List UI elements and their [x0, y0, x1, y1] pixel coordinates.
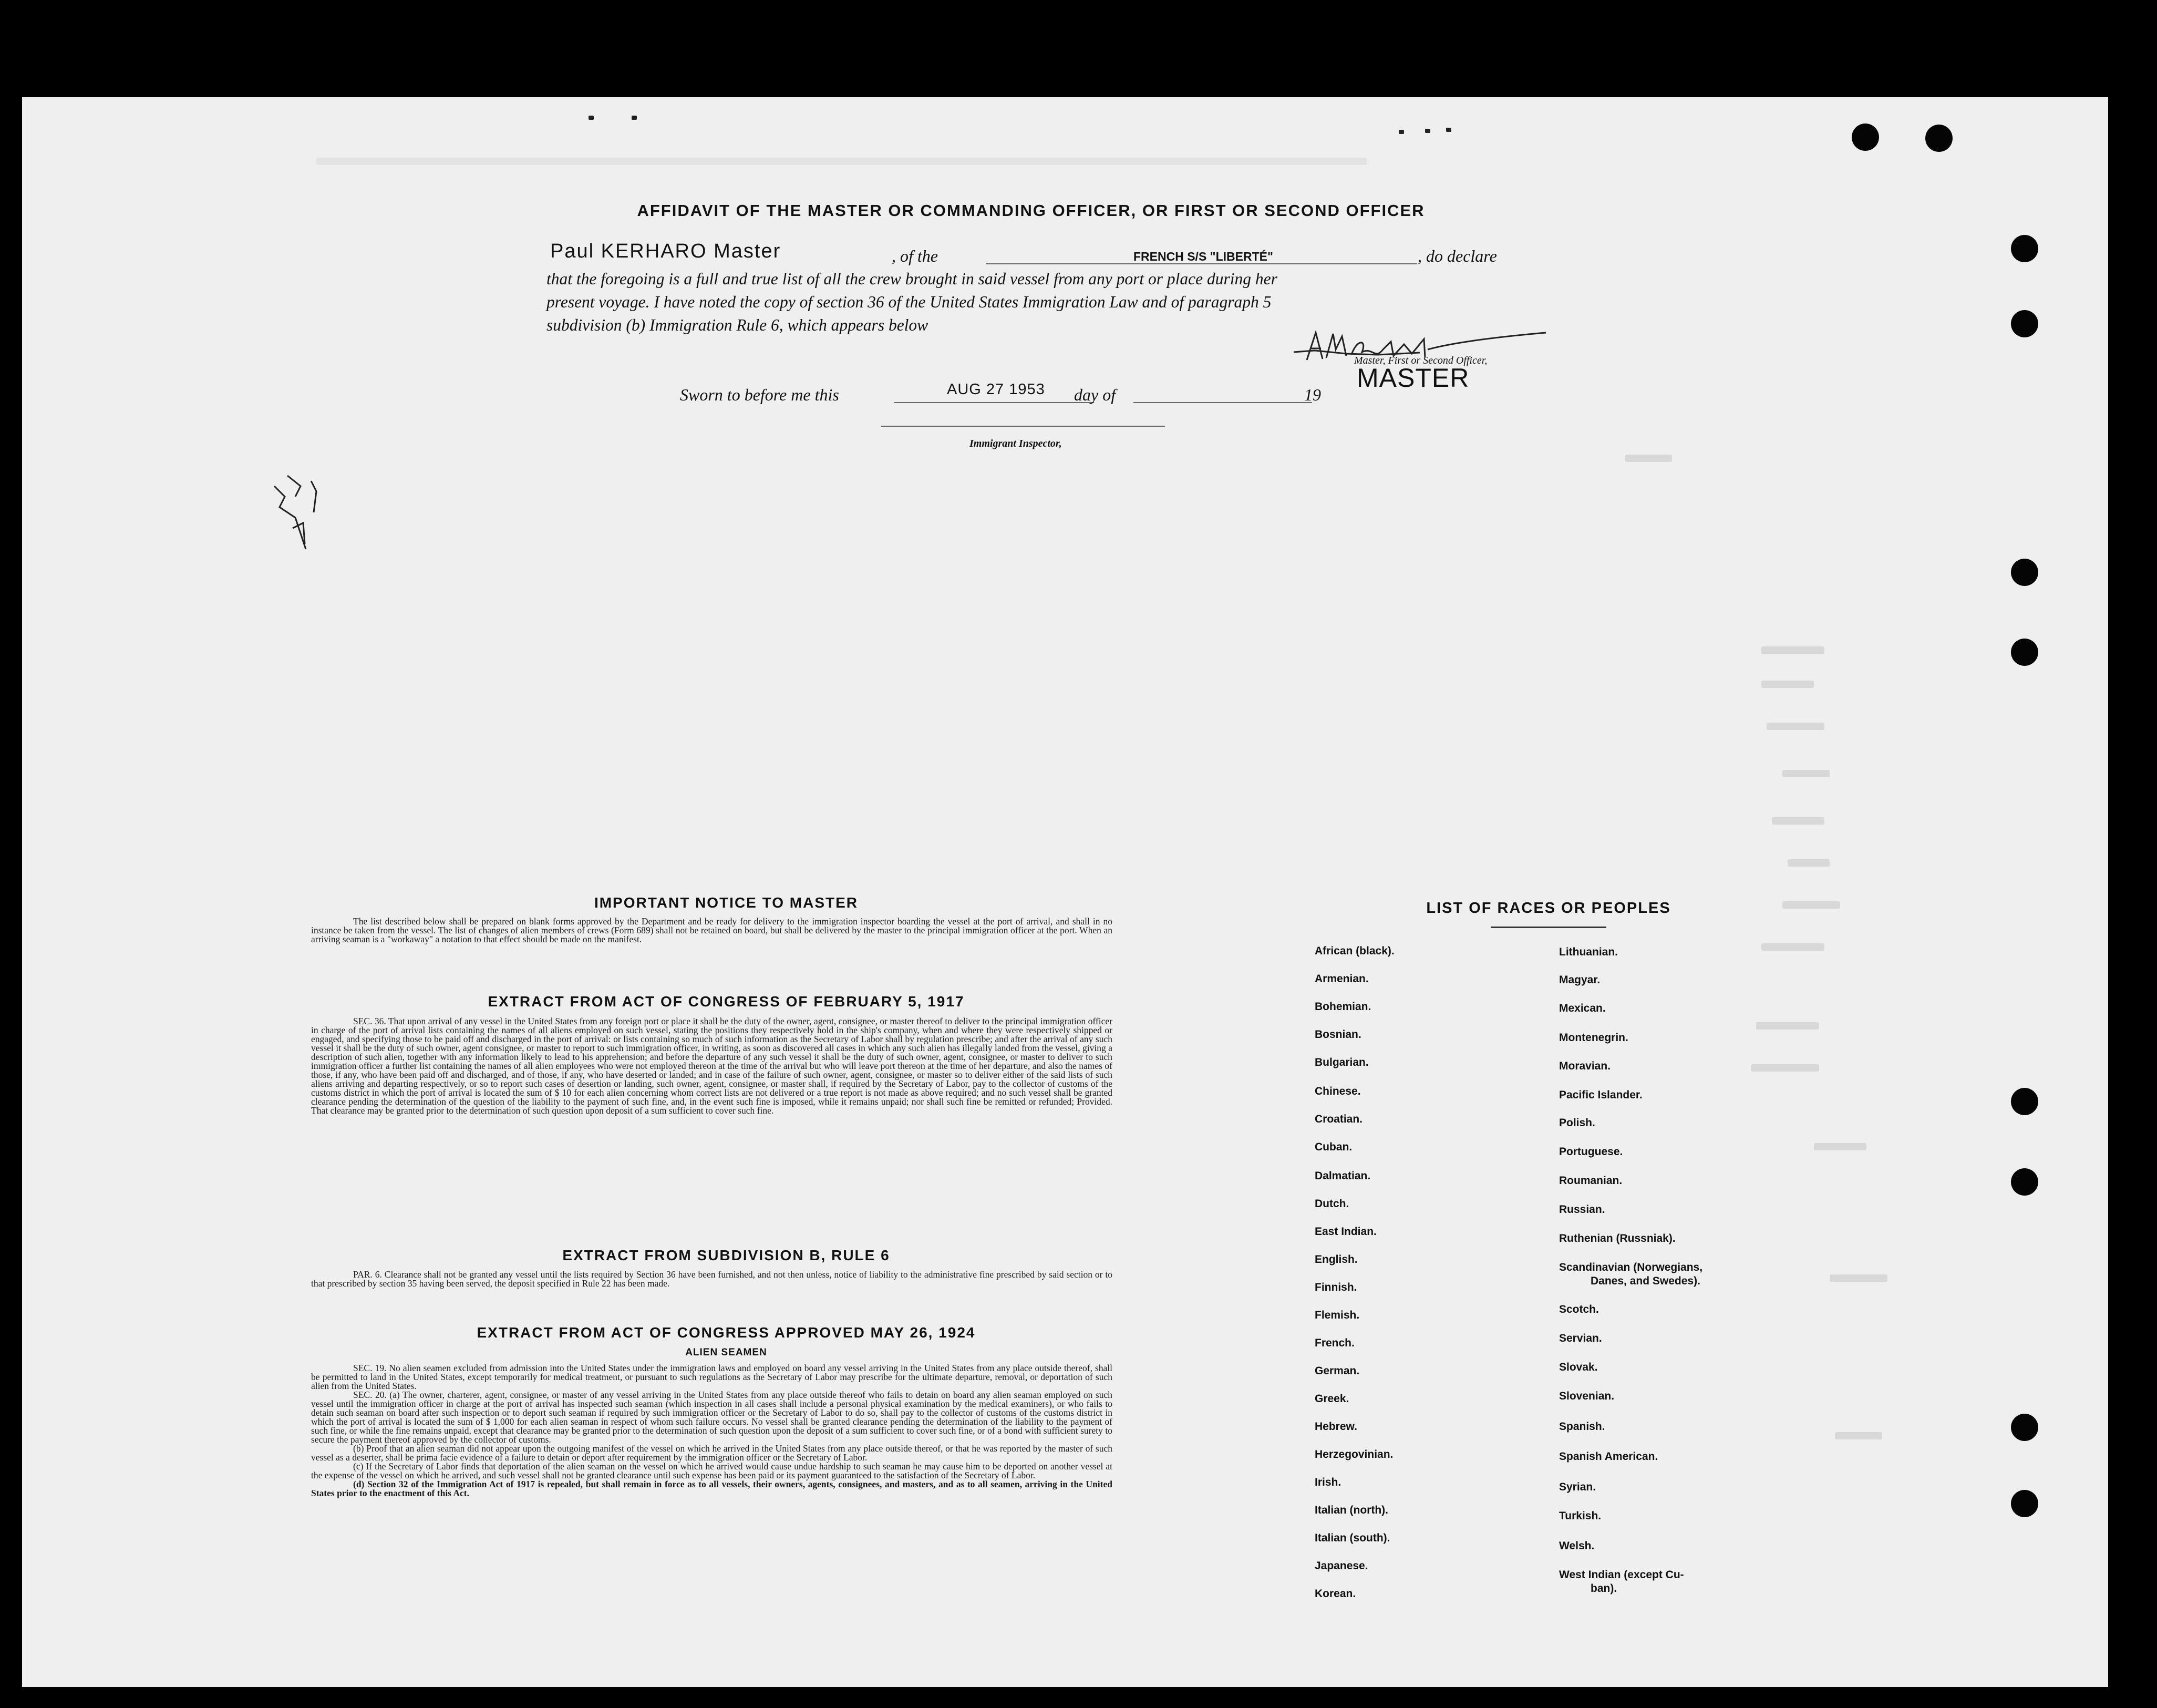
- sworn-date: AUG 27 1953: [947, 381, 1045, 398]
- punch-hole: [1852, 124, 1879, 151]
- notice-heading: IMPORTANT NOTICE TO MASTER: [594, 894, 859, 911]
- rule-6-heading: EXTRACT FROM SUBDIVISION B, RULE 6: [562, 1247, 890, 1263]
- notice-text: The list described below shall be prepared on blank forms approved by the Department and be ready for delivery to the immigration inspector boarding the vessel at the port of arrival, and shall in no instance be taken from the vessel. The list of changes of alien members of crews (Form 689) shall not be retained on board, but shall be delivered by the master to the principal immigration officer at the port. When an arriving seaman is a "workaway" a notation to that effect should be made on the manifest.: [311, 916, 1112, 944]
- punch-hole: [2011, 1168, 2038, 1196]
- race-item: Welsh.: [1559, 1540, 1595, 1552]
- race-item: West Indian (except Cu-: [1559, 1569, 1684, 1581]
- affidavit-line-2: that the foregoing is a full and true list of all the crew brought in said vessel from any port or place during her: [546, 270, 1277, 288]
- extract-1917-heading: EXTRACT FROM ACT OF CONGRESS OF FEBRUARY 5, 1917: [488, 993, 965, 1010]
- punch-hole: [2011, 1490, 2038, 1517]
- race-item: Slovak.: [1559, 1361, 1598, 1373]
- race-item: Moravian.: [1559, 1060, 1611, 1072]
- punch-hole: [1925, 125, 1953, 152]
- race-item: East Indian.: [1315, 1226, 1377, 1238]
- sec-20c-text: (c) If the Secretary of Labor finds that deportation of the alien seaman on the vessel on which he arrived would cause undue hardship to such seaman he may cause him to be deported on another vessel at the expense of the vessel on which he arrived, and such vessel shall not be granted clearance until such expense has been paid or its payment guaranteed to the satisfaction of the Secretary of Labor.: [311, 1461, 1112, 1480]
- race-item: African (black).: [1315, 945, 1395, 957]
- race-item: German.: [1315, 1365, 1360, 1377]
- alien-seamen-subheading: ALIEN SEAMEN: [685, 1347, 767, 1358]
- race-item: Armenian.: [1315, 973, 1369, 985]
- master-name: Paul KERHARO Master: [550, 240, 781, 262]
- speck: [1425, 129, 1430, 133]
- race-item: Roumanian.: [1559, 1175, 1623, 1187]
- sworn-label: Sworn to before me this: [680, 385, 839, 404]
- race-item: Cuban.: [1315, 1141, 1353, 1153]
- race-item: Syrian.: [1559, 1481, 1596, 1493]
- race-item: Spanish.: [1559, 1421, 1605, 1433]
- races-heading-underline: [1491, 927, 1606, 928]
- race-item: Bosnian.: [1315, 1028, 1361, 1041]
- race-item: Dutch.: [1315, 1198, 1349, 1210]
- extract-1917-body: [311, 1017, 1112, 1115]
- race-item: Bohemian.: [1315, 1001, 1371, 1013]
- punch-hole: [2011, 559, 2038, 586]
- speck: [632, 116, 637, 120]
- race-item: Pacific Islander.: [1559, 1089, 1643, 1101]
- sec-19-text: SEC. 19. No alien seamen excluded from admission into the United States under the immigration laws and employed on board any vessel arriving in the United States from any place outside thereof, shall be permitted to land in the United States, except temporarily for medical treatment, or pursuant to such regulations as the Secretary of Labor may prescribe for the ultimate departure, removal, or deportation of such alien from the United States.: [311, 1363, 1112, 1391]
- race-item: Ruthenian (Russniak).: [1559, 1232, 1676, 1244]
- speck: [1399, 130, 1404, 134]
- race-item: Spanish American.: [1559, 1450, 1658, 1463]
- race-item: Herzegovinian.: [1315, 1448, 1394, 1460]
- punch-hole: [2011, 1088, 2038, 1115]
- extract-1924-heading: EXTRACT FROM ACT OF CONGRESS APPROVED MAY 26, 1924: [477, 1324, 976, 1341]
- punch-hole: [2011, 1414, 2038, 1441]
- sworn-date-line: [894, 402, 1094, 403]
- race-item: Italian (south).: [1315, 1532, 1390, 1544]
- punch-hole: [2011, 235, 2038, 262]
- sec-20a-text: SEC. 20. (a) The owner, charterer, agent, consignee, or master of any vessel arriving in the United States from any place outside thereof who fails to detain on board any alien seaman employed on such vessel until the immigration officer in charge at the port of arrival has inspected such seaman (which inspection in all cases shall include a personal physical examination by the medical examiners), or who fails to detain such seaman on board after such inspection or to deport such seaman if required by such immigration officer or the Secretary of Labor to do so, shall pay to the collector of customs of the customs district in which the port of arrival is located the sum of $ 1,000 for each alien seaman in respect of whom such failure occurs. No vessel shall be granted clearance pending the determination of the liability to the payment of such fine, or while the fine remains unpaid, except that clearance may be granted prior to the determination of such question upon the deposit of a sum sufficient to cover such fine, or of a bond with sufficient surety to secure the payment thereof approved by the collector of customs.: [311, 1390, 1112, 1445]
- race-item: Polish.: [1559, 1117, 1595, 1129]
- race-item: Russian.: [1559, 1203, 1605, 1216]
- inspector-line: [881, 426, 1165, 427]
- speck: [589, 116, 594, 120]
- race-item: French.: [1315, 1337, 1355, 1349]
- affidavit-title: AFFIDAVIT OF THE MASTER OR COMMANDING OFFICER, OR FIRST OR SECOND OFFICER: [637, 201, 1425, 220]
- rule-6-body: [311, 1270, 1112, 1288]
- race-item: Finnish.: [1315, 1281, 1357, 1293]
- race-item: Danes, and Swedes).: [1591, 1275, 1700, 1287]
- race-item: Mexican.: [1559, 1002, 1606, 1014]
- race-item: Japanese.: [1315, 1560, 1368, 1572]
- affidavit-line-4: subdivision (b) Immigration Rule 6, which appears below: [546, 316, 928, 334]
- race-item: Greek.: [1315, 1393, 1349, 1405]
- extract-1924-body: [311, 1364, 1112, 1498]
- race-item: Slovenian.: [1559, 1390, 1615, 1402]
- inspector-caption: Immigrant Inspector,: [969, 438, 1062, 449]
- day-of-label: day of: [1074, 385, 1116, 404]
- race-item: Scandinavian (Norwegians,: [1559, 1261, 1703, 1273]
- race-item: Chinese.: [1315, 1085, 1361, 1097]
- sec-36-text: SEC. 36. That upon arrival of any vessel in the United States from any foreign port or place it shall be the duty of the owner, agent, consignee, or master thereof to deliver to the principal immigration officer in charge of the port of arrival lists containing the names of all aliens employed on such vessel, stating the positions they respectively hold in the ship's company, when and where they were respectively shipped or engaged, and specifying those to be paid off and discharged in the port of arrival: or lists containing so much of such information as the Secretary of Labor shall by regulation prescribe; and after the arrival of any such vessel it shall be the duty of such owner, agent consignee, or master to report to such immigration officer, in writing, as soon as discovered all cases in which any such alien has illegally landed from the vessel, giving a description of such alien, together with any information likely to lead to his apprehension; and before the departure of any such vessel it shall be the duty of such owner, agent, consignee, or master to deliver to such immigration officer a further list containing the names of all alien employees who were not employed thereon at the time of the arrival but who will leave port thereon at the time of her departure, and also the names of those, if any, who have been paid off and discharged, and of those, if any, who have deserted or landed; and in case of the failure of such owner, agent, consignee, or master so to deliver either of the said lists of such aliens arriving and departing respectively, or so to report such cases of desertion or landing, such owner, agent, consignee, or master shall, if required by the Secretary of Labor, pay to the collector of customs of the customs district in which the port of arrival is located the sum of $ 10 for each alien concerning whom correct lists are not delivered or a true report is not made as above required; and no such vessel shall be granted clearance pending the determination of the question of the liability to the payment of such fine, and, in the event such fine is imposed, while it remains unpaid; nor shall such fine be remitted or refunded; Provided. That clearance may be granted prior to the determination of such question upon deposit of a sum sufficient to cover such fine.: [311, 1016, 1112, 1116]
- sec-20b-text: (b) Proof that an alien seaman did not appear upon the outgoing manifest of the vessel on which he arrived in the United States from any place outside thereof, or that he was reported by the master of such vessel as a deserter, shall be prima facie evidence of a failure to detain or deport after requirement by the immigration officer or the Secretary of Labor.: [311, 1443, 1112, 1463]
- races-heading: LIST OF RACES OR PEOPLES: [1426, 900, 1671, 917]
- year-prefix: 19: [1304, 385, 1321, 404]
- race-item: Portuguese.: [1559, 1146, 1623, 1158]
- race-item: Turkish.: [1559, 1510, 1602, 1522]
- pen-mark: [264, 465, 332, 554]
- race-item: Magyar.: [1559, 974, 1601, 986]
- sec-20d-text: (d) Section 32 of the Immigration Act of 1917 is repealed, but shall remain in force as to all vessels, their owners, agents, consignees, and masters, and as to all seamen, arriving in the United States prior to the enactment of this Act.: [311, 1479, 1112, 1498]
- punch-hole: [2011, 310, 2038, 337]
- race-item: Bulgarian.: [1315, 1056, 1369, 1068]
- affidavit-line-3: present voyage. I have noted the copy of section 36 of the United States Immigration Law and of paragraph 5: [546, 293, 1272, 311]
- race-item: Croatian.: [1315, 1113, 1363, 1125]
- race-item: Italian (north).: [1315, 1504, 1388, 1516]
- speck: [1446, 128, 1451, 132]
- race-item: Scotch.: [1559, 1303, 1599, 1315]
- race-item: Korean.: [1315, 1588, 1356, 1600]
- race-item: Dalmatian.: [1315, 1170, 1371, 1182]
- notice-body: [311, 917, 1112, 944]
- race-item: Flemish.: [1315, 1309, 1360, 1321]
- of-the-label: , of the: [892, 246, 938, 265]
- race-item: Servian.: [1559, 1332, 1602, 1344]
- day-of-line: [1133, 402, 1312, 403]
- race-item: English.: [1315, 1253, 1358, 1265]
- punch-hole: [2011, 639, 2038, 666]
- vessel-name: FRENCH S/S "LIBERTÉ": [1133, 250, 1273, 263]
- par-6-text: PAR. 6. Clearance shall not be granted any vessel until the lists required by Section 36 have been furnished, and not then unless, notice of liability to the administrative fine prescribed by said section or to that prescribed by section 35 having been served, the deposit specified in Rule 22 has been made.: [311, 1269, 1112, 1289]
- race-item: ban).: [1591, 1582, 1617, 1594]
- do-declare-label: , do declare: [1418, 246, 1497, 265]
- race-item: Montenegrin.: [1559, 1032, 1628, 1044]
- document-page: [22, 97, 2108, 1687]
- race-item: Irish.: [1315, 1476, 1341, 1488]
- master-stamp: MASTER: [1357, 363, 1470, 393]
- race-item: Lithuanian.: [1559, 946, 1618, 958]
- race-item: Hebrew.: [1315, 1421, 1357, 1433]
- signature-caption: Master, First or Second Officer,: [1354, 355, 1488, 366]
